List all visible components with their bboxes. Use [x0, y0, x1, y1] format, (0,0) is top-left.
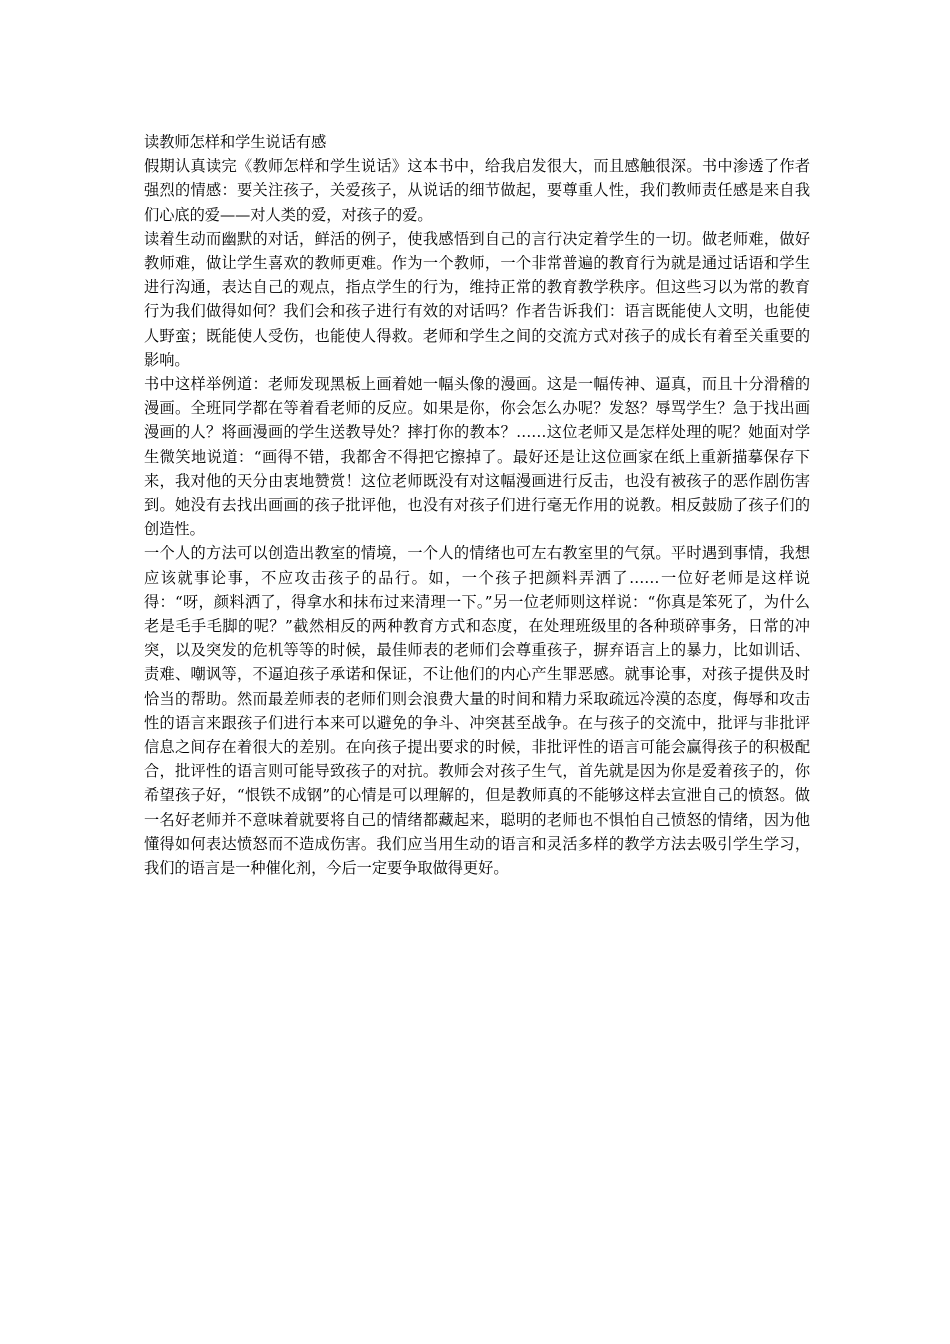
- paragraph-3: 书中这样举例道：老师发现黑板上画着她一幅头像的漫画。这是一幅传神、逼真，而且十分滑稽的漫画。全班同学都在等着看老师的反应。如果是你，你会怎么办呢？发怒？辱骂学生？急于找出画漫画的人？将画漫画的学生送教导处？摔打你的教本？……这位老师又是怎样处理的呢？她面对学生微笑地说道：“画得不错，我都舍不得把它擦掉了。最好还是让这位画家在纸上重新描摹保存下来，我对他的天分由衷地赞赏！这位老师既没有对这幅漫画进行反击，也没有被孩子的恶作剧伤害到。她没有去找出画画的孩子批评他，也没有对孩子们进行毫无作用的说教。相反鼓励了孩子们的创造性。: [144, 375, 810, 539]
- paragraph-1: 假期认真读完《教师怎样和学生说话》这本书中，给我启发很大，而且感触很深。书中渗透了作者强烈的情感：要关注孩子，关爱孩子，从说话的细节做起，要尊重人性，我们教师责任感是来自我们心底的爱——对人类的爱，对孩子的爱。: [144, 157, 810, 224]
- paragraph-2: 读着生动而幽默的对话，鲜活的例子，使我感悟到自己的言行决定着学生的一切。做老师难，做好教师难，做让学生喜欢的教师更难。作为一个教师，一个非常普遍的教育行为就是通过话语和学生进行沟通，表达自己的观点，指点学生的行为，维持正常的教育教学秩序。但这些习以为常的教育行为我们做得如何？我们会和孩子进行有效的对话吗？作者告诉我们：语言既能使人文明，也能使人野蛮；既能使人受伤，也能使人得救。老师和学生之间的交流方式对孩子的成长有着至关重要的影响。: [144, 229, 810, 369]
- document-body: [144, 130, 810, 880]
- document-title: 读教师怎样和学生说话有感: [144, 133, 327, 151]
- paragraph-4: 一个人的方法可以创造出教室的情境，一个人的情绪也可左右教室里的气氛。平时遇到事情，我想应该就事论事，不应攻击孩子的品行。如，一个孩子把颜料弄洒了……一位好老师是这样说得：“呀，颜料洒了，得拿水和抹布过来清理一下。”另一位老师则这样说：“你真是笨死了，为什么老是毛手毛脚的呢？”截然相反的两种教育方式和态度，在处理班级里的各种琐碎事务，日常的冲突，以及突发的危机等等的时候，最佳师表的老师们会尊重孩子，摒弃语言上的暴力，比如训话、责难、嘲讽等，不逼迫孩子承诺和保证，不让他们的内心产生罪恶感。就事论事，对孩子提供及时恰当的帮助。然而最差师表的老师们则会浪费大量的时间和精力采取疏远冷漠的态度，侮辱和攻击性的语言来跟孩子们进行本来可以避免的争斗、冲突甚至战争。在与孩子的交流中，批评与非批评信息之间存在着很大的差别。在向孩子提出要求的时候，非批评性的语言可能会赢得孩子的积极配合，批评性的语言则可能导致孩子的对抗。教师会对孩子生气，首先就是因为你是爱着孩子的，你希望孩子好，“恨铁不成钢”的心情是可以理解的，但是教师真的不能够这样去宣泄自己的愤怒。做一名好老师并不意味着就要将自己的情绪都藏起来，聪明的老师也不惧怕自己愤怒的情绪，因为他懂得如何表达愤怒而不造成伤害。我们应当用生动的语言和灵活多样的教学方法去吸引学生学习，我们的语言是一种催化剂，今后一定要争取做得更好。: [144, 544, 810, 878]
